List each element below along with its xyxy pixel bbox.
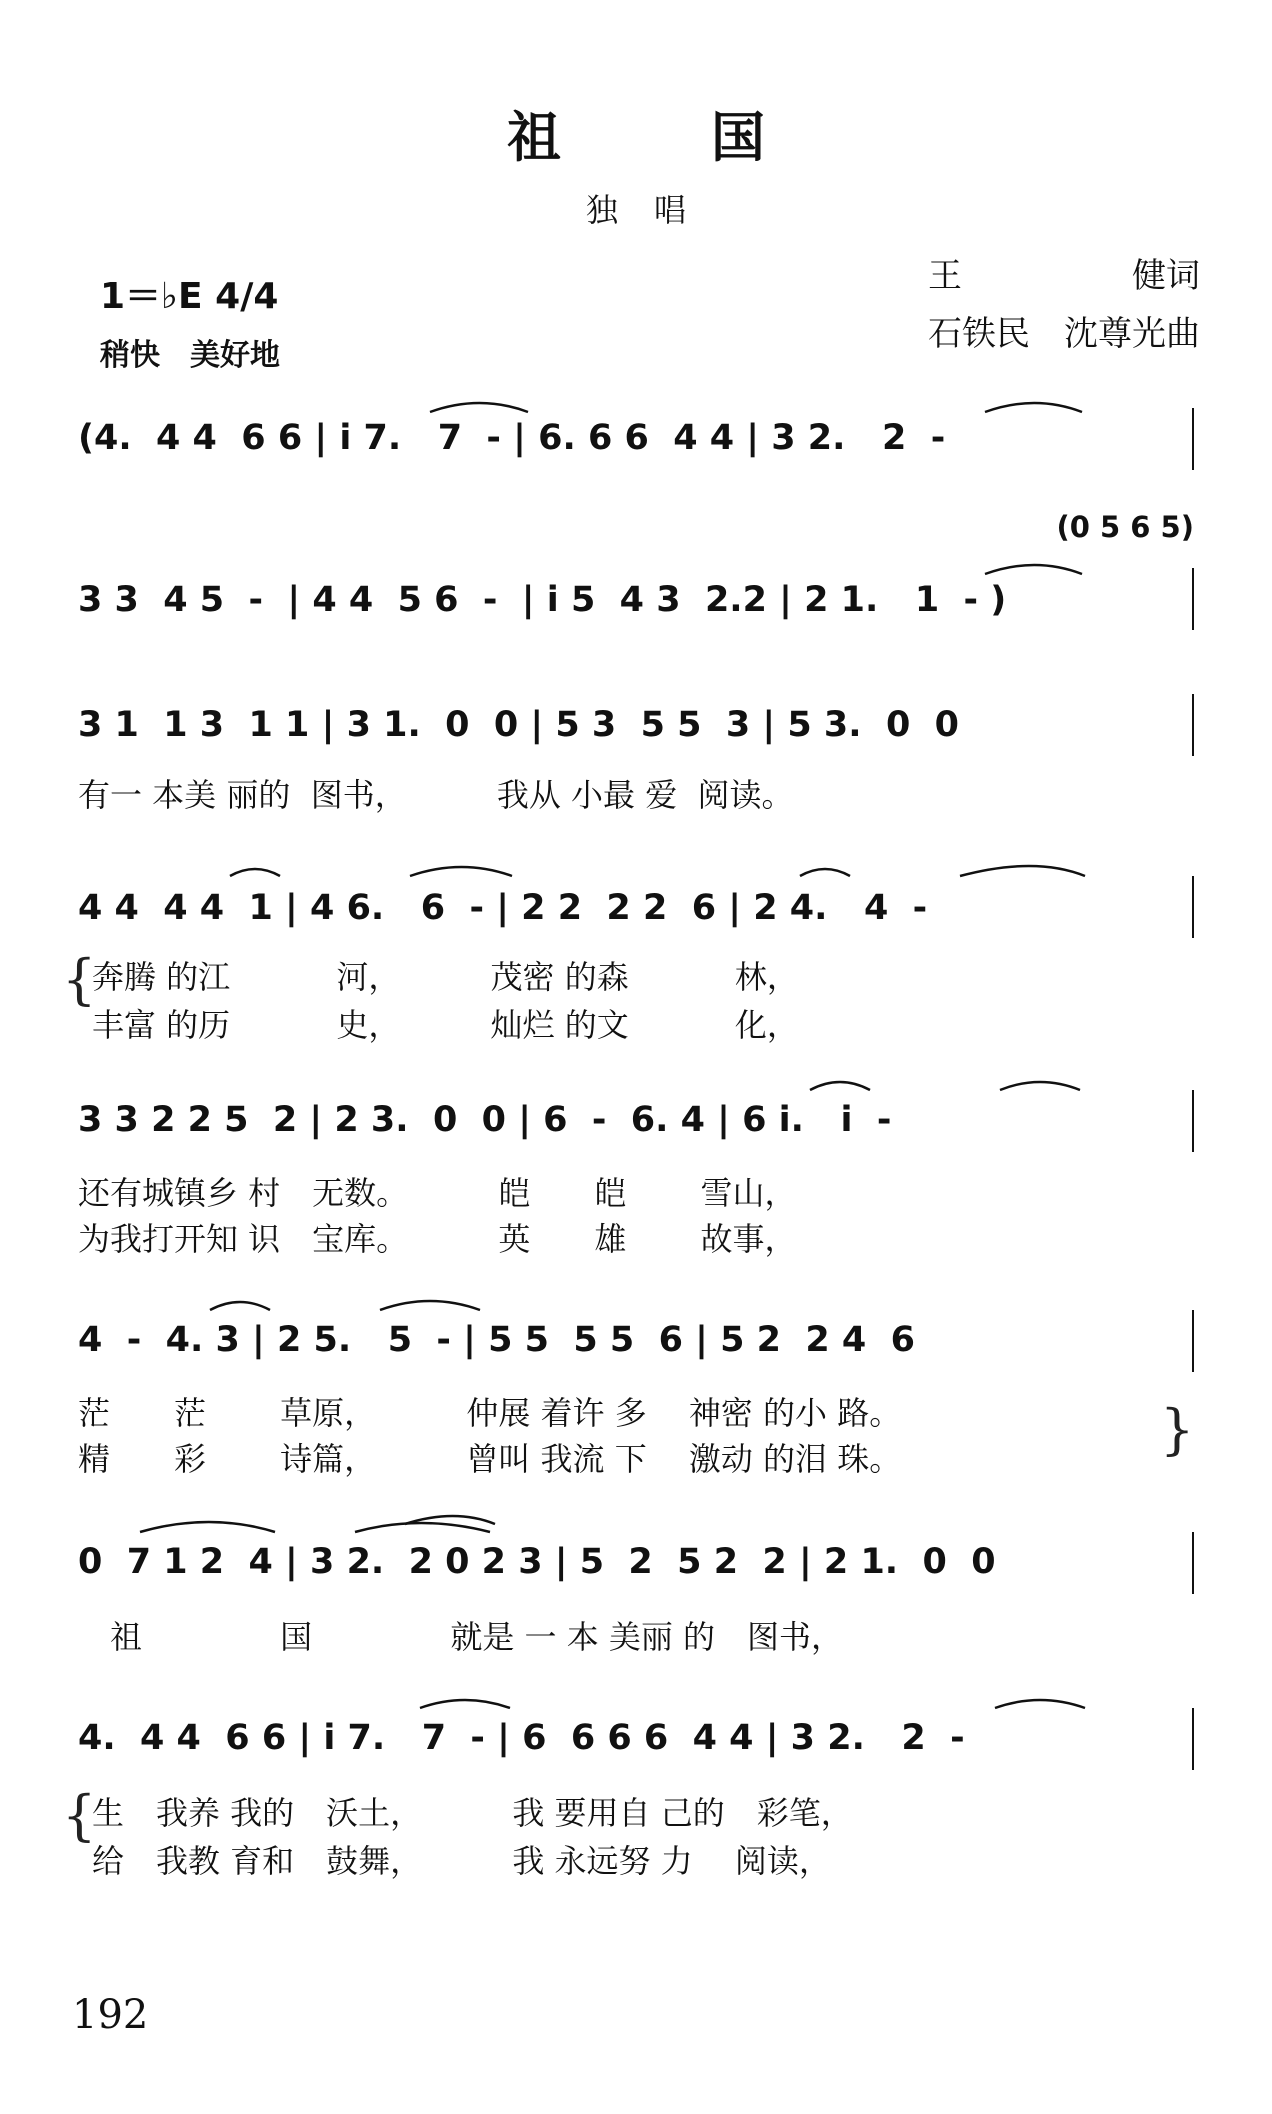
lyricist-credit: 王 健词 — [928, 256, 1200, 296]
lyric-line: 茫 茫 草原， 仲展 着许 多 神密 的小 路。 — [78, 1394, 902, 1432]
slur — [810, 1082, 870, 1090]
lyric-line: 奔腾 的江 河， 茂密 的森 林， — [92, 958, 799, 996]
notation-line: 4. 4 4 6 6 | i 7. 7 - | 6 6 6 6 4 4 | 3 2. 2 - — [78, 1718, 965, 1758]
barline — [1192, 408, 1194, 470]
lyric-line: 精 彩 诗篇， 曾叫 我流 下 激动 的泪 珠。 — [78, 1440, 902, 1478]
barline — [1192, 876, 1194, 938]
page-number: 192 — [72, 1992, 149, 2038]
lyric-line: 还有城镇乡 村 无数。 皑 皑 雪山， — [78, 1174, 797, 1212]
barline — [1192, 694, 1194, 756]
tempo-marking: 稍快 美好地 — [100, 338, 280, 373]
slur — [985, 403, 1082, 412]
barline — [1192, 568, 1194, 630]
barline — [1192, 1090, 1194, 1152]
slur — [1000, 1082, 1080, 1090]
slur — [405, 1516, 495, 1524]
slur — [420, 1700, 510, 1708]
song-subtitle: 独唱 — [585, 191, 722, 229]
slur — [430, 403, 528, 412]
pickup-notes: (0 5 6 5) — [1056, 510, 1194, 544]
composer-credit: 石铁民 沈尊光曲 — [928, 314, 1200, 354]
lyric-line: 祖 国 就是 一 本 美丽 的 图书， — [78, 1618, 844, 1656]
song-title: 祖国 — [507, 105, 915, 169]
slur — [140, 1522, 275, 1532]
lyric-line: 为我打开知 识 宝库。 英 雄 故事， — [78, 1220, 797, 1258]
lyric-line: 给 我教 育和 鼓舞， 我 永远努 力 阅读， — [92, 1842, 831, 1880]
lyric-line: 丰富 的历 史， 灿烂 的文 化， — [92, 1006, 799, 1044]
slur — [960, 866, 1085, 876]
notation-line: 4 4 4 4 1 | 4 6. 6 - | 2 2 2 2 6 | 2 4. 4 - — [78, 888, 928, 928]
verse-brace: { — [62, 1784, 97, 1847]
slur — [210, 1302, 270, 1310]
lyric-line: 有一 本美 丽的 图书， 我从 小最 爱 阅读。 — [78, 776, 794, 814]
barline — [1192, 1708, 1194, 1770]
verse-brace: } — [1160, 1398, 1195, 1461]
key-signature: 1＝♭E 4/4 — [100, 276, 279, 317]
barline — [1192, 1310, 1194, 1372]
notation-line: (4. 4 4 6 6 | i 7. 7 - | 6. 6 6 4 4 | 3 2. 2 - — [78, 418, 946, 458]
slur — [985, 565, 1082, 574]
verse-brace: { — [62, 948, 97, 1011]
slur — [355, 1523, 490, 1532]
slur — [800, 869, 850, 876]
notation-line: 3 3 2 2 5 2 | 2 3. 0 0 | 6 - 6. 4 | 6 i. i - — [78, 1100, 892, 1140]
notation-line: 3 3 4 5 - | 4 4 5 6 - | i 5 4 3 2.2 | 2 1. 1 - ) — [78, 580, 1007, 620]
barline — [1192, 1532, 1194, 1594]
notation-line: 4 - 4. 3 | 2 5. 5 - | 5 5 5 5 6 | 5 2 2 4 6 — [78, 1320, 916, 1360]
lyric-line: 生 我养 我的 沃土， 我 要用自 己的 彩笔， — [92, 1794, 853, 1832]
slur — [230, 869, 280, 876]
slur — [995, 1700, 1085, 1708]
slur — [410, 867, 512, 876]
slur — [380, 1301, 480, 1310]
notation-line: 0 7 1 2 4 | 3 2. 2 0 2 3 | 5 2 5 2 2 | 2 1. 0 0 — [78, 1542, 996, 1582]
notation-line: 3 1 1 3 1 1 | 3 1. 0 0 | 5 3 5 5 3 | 5 3. 0 0 — [78, 705, 960, 745]
